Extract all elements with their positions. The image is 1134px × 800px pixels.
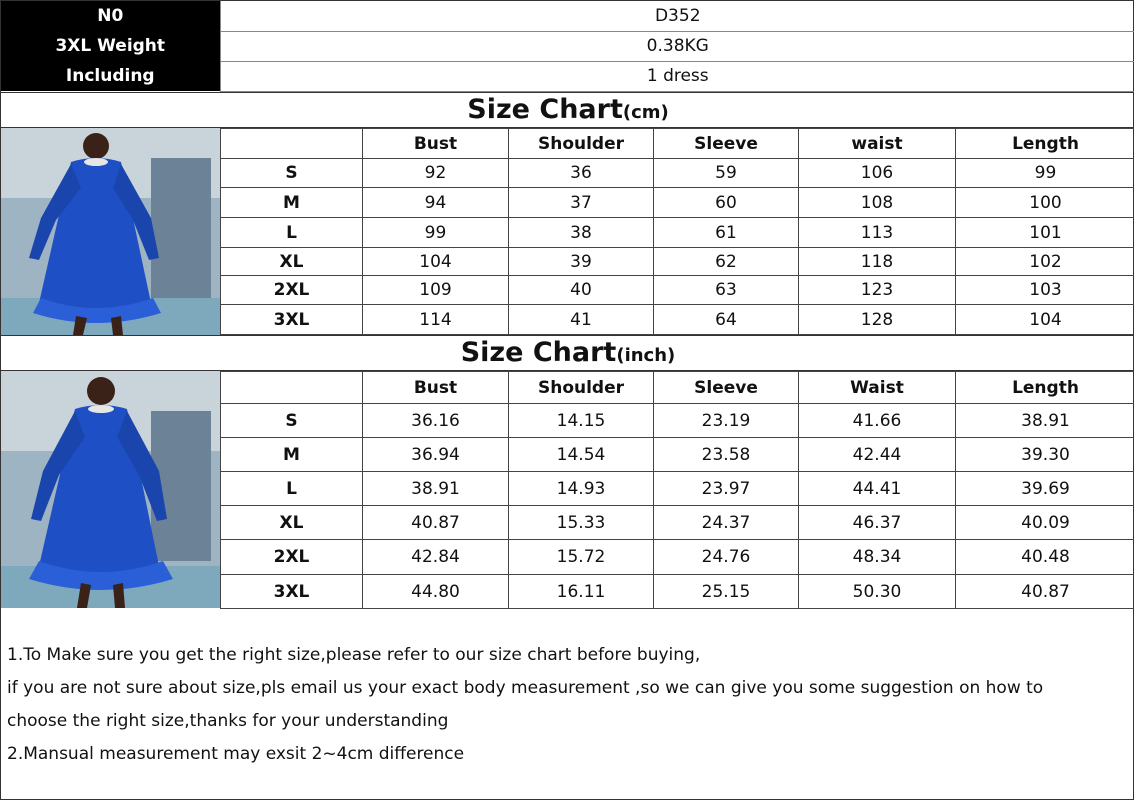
size-cell: S (221, 159, 363, 188)
value-cell: 99 (363, 218, 509, 248)
table-row (221, 472, 1134, 506)
value-cell: 36.94 (363, 438, 509, 472)
size-cell: M (221, 188, 363, 218)
info-row-including (1, 61, 1134, 91)
header-cell: Shoulder (509, 372, 654, 404)
info-label: Including (1, 61, 220, 91)
size-cell: XL (221, 248, 363, 276)
chart-unit: (cm) (622, 102, 669, 123)
value-cell: 40.87 (363, 506, 509, 540)
value-cell: 38 (509, 218, 654, 248)
table-row (221, 540, 1134, 575)
value-cell: 101 (956, 218, 1134, 248)
size-cell: 2XL (221, 540, 363, 575)
value-cell: 61 (654, 218, 799, 248)
table-row (221, 188, 1134, 218)
header-cell (221, 372, 363, 404)
value-cell: 102 (956, 248, 1134, 276)
header-cell: Length (956, 372, 1134, 404)
value-cell: 44.41 (799, 472, 956, 506)
size-cell: S (221, 404, 363, 438)
header-cell: waist (799, 129, 956, 159)
value-cell: 24.76 (654, 540, 799, 575)
value-cell: 106 (799, 159, 956, 188)
value-cell: 23.97 (654, 472, 799, 506)
table-row (221, 248, 1134, 276)
info-value: 0.38KG (220, 31, 1134, 61)
dress-photo-cm (1, 128, 220, 335)
value-cell: 42.84 (363, 540, 509, 575)
info-row-number (1, 1, 1134, 31)
value-cell: 38.91 (956, 404, 1134, 438)
value-cell: 109 (363, 276, 509, 305)
value-cell: 14.93 (509, 472, 654, 506)
value-cell: 39.69 (956, 472, 1134, 506)
inch-header-row (221, 372, 1134, 404)
table-row (221, 305, 1134, 335)
value-cell: 37 (509, 188, 654, 218)
value-cell: 113 (799, 218, 956, 248)
table-row (221, 276, 1134, 305)
value-cell: 50.30 (799, 575, 956, 609)
value-cell: 114 (363, 305, 509, 335)
header-cell: Sleeve (654, 372, 799, 404)
cm-size-table (220, 128, 1134, 335)
value-cell: 36 (509, 159, 654, 188)
value-cell: 63 (654, 276, 799, 305)
size-cell: 3XL (221, 305, 363, 335)
table-row (221, 404, 1134, 438)
value-cell: 23.58 (654, 438, 799, 472)
value-cell: 99 (956, 159, 1134, 188)
size-cell: L (221, 218, 363, 248)
header-cell: Waist (799, 372, 956, 404)
table-row (221, 438, 1134, 472)
value-cell: 104 (363, 248, 509, 276)
value-cell: 41.66 (799, 404, 956, 438)
note-line: 1.To Make sure you get the right size,please refer to our size chart before buying, (7, 645, 701, 665)
info-label: N0 (1, 1, 220, 31)
value-cell: 24.37 (654, 506, 799, 540)
value-cell: 15.33 (509, 506, 654, 540)
cm-header-row (221, 129, 1134, 159)
chart-title-text: Size Chart (460, 337, 617, 368)
table-row (221, 159, 1134, 188)
size-notes (7, 639, 1127, 771)
size-cell: XL (221, 506, 363, 540)
header-cell: Shoulder (509, 129, 654, 159)
info-value: D352 (220, 1, 1134, 31)
product-info-table (1, 1, 1134, 92)
value-cell: 42.44 (799, 438, 956, 472)
value-cell: 128 (799, 305, 956, 335)
value-cell: 44.80 (363, 575, 509, 609)
value-cell: 59 (654, 159, 799, 188)
inch-size-table (220, 371, 1134, 609)
size-cell: 2XL (221, 276, 363, 305)
value-cell: 108 (799, 188, 956, 218)
value-cell: 23.19 (654, 404, 799, 438)
value-cell: 39 (509, 248, 654, 276)
value-cell: 103 (956, 276, 1134, 305)
table-row (221, 506, 1134, 540)
value-cell: 60 (654, 188, 799, 218)
value-cell: 104 (956, 305, 1134, 335)
table-row (221, 575, 1134, 609)
note-line: 2.Mansual measurement may exsit 2~4cm difference (7, 744, 465, 764)
value-cell: 46.37 (799, 506, 956, 540)
header-cell: Sleeve (654, 129, 799, 159)
inch-chart-title (1, 335, 1134, 371)
info-label: 3XL Weight (1, 31, 220, 61)
value-cell: 38.91 (363, 472, 509, 506)
chart-unit: (inch) (616, 345, 676, 366)
cm-chart-title (1, 92, 1134, 128)
note-line: choose the right size,thanks for your understanding (7, 711, 449, 731)
value-cell: 123 (799, 276, 956, 305)
value-cell: 48.34 (799, 540, 956, 575)
value-cell: 40.48 (956, 540, 1134, 575)
value-cell: 25.15 (654, 575, 799, 609)
value-cell: 64 (654, 305, 799, 335)
value-cell: 40.87 (956, 575, 1134, 609)
info-row-weight (1, 31, 1134, 61)
header-cell: Bust (363, 372, 509, 404)
dress-image (1, 128, 220, 335)
value-cell: 94 (363, 188, 509, 218)
chart-title-text: Size Chart (467, 94, 623, 125)
value-cell: 62 (654, 248, 799, 276)
size-cell: M (221, 438, 363, 472)
value-cell: 118 (799, 248, 956, 276)
value-cell: 36.16 (363, 404, 509, 438)
header-cell (221, 129, 363, 159)
value-cell: 15.72 (509, 540, 654, 575)
dress-image (1, 371, 220, 608)
value-cell: 92 (363, 159, 509, 188)
table-row (221, 218, 1134, 248)
value-cell: 14.15 (509, 404, 654, 438)
header-cell: Bust (363, 129, 509, 159)
info-value: 1 dress (220, 61, 1134, 91)
value-cell: 16.11 (509, 575, 654, 609)
size-cell: 3XL (221, 575, 363, 609)
value-cell: 40.09 (956, 506, 1134, 540)
header-cell: Length (956, 129, 1134, 159)
note-line: if you are not sure about size,pls email us your exact body measurement ,so we can give you some suggestion on how to (7, 678, 1044, 698)
value-cell: 100 (956, 188, 1134, 218)
value-cell: 41 (509, 305, 654, 335)
value-cell: 14.54 (509, 438, 654, 472)
size-cell: L (221, 472, 363, 506)
value-cell: 39.30 (956, 438, 1134, 472)
value-cell: 40 (509, 276, 654, 305)
dress-photo-inch (1, 371, 220, 608)
